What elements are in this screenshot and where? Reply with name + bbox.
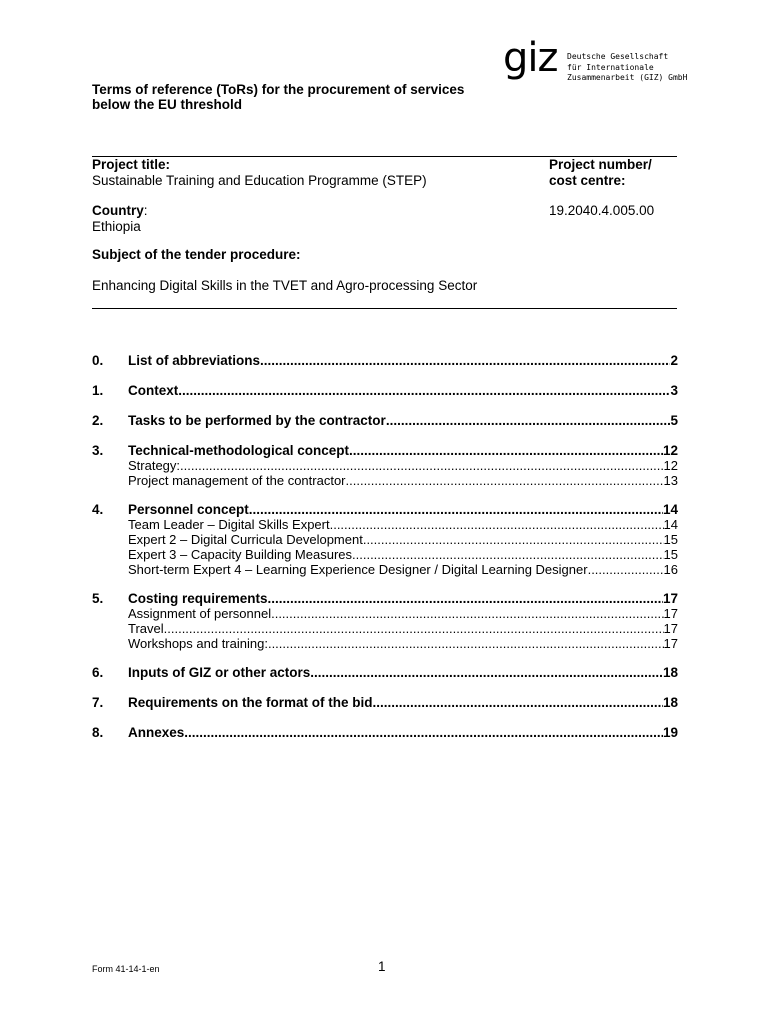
toc-entry-number: 4. (92, 502, 104, 518)
project-number-value: 19.2040.4.005.00 (549, 203, 655, 218)
toc-entry-number: 3. (92, 443, 104, 458)
toc-subentry[interactable] (92, 474, 678, 489)
toc-entry-page: 19 (662, 725, 678, 741)
toc-dot-leader (180, 459, 664, 474)
toc-entry[interactable] (92, 413, 678, 429)
footer-page-number: 1 (378, 959, 386, 974)
toc-subentry-title: Travel (128, 621, 164, 636)
toc-dot-leader (271, 607, 663, 622)
toc-subentry-page: 17 (663, 636, 678, 651)
toc-entry[interactable] (92, 665, 678, 681)
toc-subentry-page: 12 (663, 459, 678, 473)
toc-dot-leader (184, 725, 663, 741)
toc-dot-leader (349, 443, 663, 459)
toc-entry-title: Inputs of GIZ or other actors (128, 665, 311, 681)
toc-section (92, 591, 678, 651)
country-block (92, 203, 148, 234)
project-number-label-line: cost centre: (549, 172, 626, 188)
toc-entry[interactable] (92, 443, 678, 459)
toc-subentry-title: Expert 3 – Capacity Building Measures (128, 547, 353, 562)
toc-entry[interactable] (92, 353, 678, 369)
footer-form-number: Form 41-14-1-en (92, 964, 160, 974)
toc-subentry-title: Short-term Expert 4 – Learning Experience Designer / Digital Learning Designer (128, 562, 588, 577)
giz-logo-text (567, 52, 687, 84)
toc-dot-leader (363, 533, 664, 548)
country-colon: : (143, 203, 148, 218)
document-title-line: below the EU threshold (92, 97, 243, 112)
toc-entry-title: Context (128, 383, 179, 398)
toc-subentry[interactable] (92, 607, 678, 622)
toc-entry-title: List of abbreviations (128, 353, 261, 368)
toc-entry-number: 6. (92, 665, 104, 681)
toc-subentry[interactable] (92, 637, 678, 652)
toc-section (92, 383, 678, 399)
toc-dot-leader (260, 353, 670, 369)
toc-dot-leader (346, 474, 664, 489)
toc-subentry-title: Strategy: (128, 459, 181, 473)
toc-dot-leader (249, 502, 663, 518)
toc-subentry-page: 13 (663, 473, 678, 488)
toc-dot-leader (164, 622, 664, 637)
toc-subentry-title: Project management of the contractor (128, 473, 346, 488)
giz-logo-line: Zusammenarbeit (GIZ) GmbH (567, 73, 688, 82)
toc-section (92, 665, 678, 681)
toc-subentry[interactable] (92, 622, 678, 637)
toc-section (92, 725, 678, 741)
toc-entry-page: 17 (662, 591, 678, 607)
toc-entry-number: 7. (92, 695, 104, 711)
toc-section (92, 413, 678, 429)
toc-entry-title: Costing requirements (128, 591, 268, 607)
toc-subentry-title: Team Leader – Digital Skills Expert (128, 518, 330, 533)
toc-entry[interactable] (92, 695, 678, 711)
toc-dot-leader (588, 563, 664, 578)
toc-section (92, 695, 678, 711)
country-label: Country (92, 203, 144, 218)
toc-entry[interactable] (92, 591, 678, 607)
toc-entry-number: 2. (92, 413, 104, 428)
toc-entry-title: Personnel concept (128, 502, 249, 518)
project-title-value: Sustainable Training and Education Programme (STEP) (92, 172, 427, 188)
toc-subentry-page: 15 (663, 533, 678, 548)
toc-entry-page: 18 (662, 665, 678, 681)
toc-subentry-title: Expert 2 – Digital Curricula Development (128, 533, 363, 548)
project-number-label (549, 157, 652, 188)
toc-section (92, 353, 678, 369)
toc-entry-number: 0. (92, 353, 104, 368)
toc-entry-page: 5 (670, 413, 678, 428)
subject-value: Enhancing Digital Skills in the TVET and Agro-processing Sector (92, 278, 478, 293)
toc-entry-title: Technical-methodological concept (128, 443, 350, 458)
toc-subentry-title: Workshops and training: (128, 636, 268, 651)
header-rule-bottom (92, 308, 677, 309)
toc-dot-leader (268, 591, 663, 607)
toc-section (92, 443, 678, 488)
toc-entry[interactable] (92, 725, 678, 741)
giz-logo-word: giz (503, 35, 558, 81)
toc-entry-number: 8. (92, 725, 104, 741)
toc-dot-leader (373, 695, 663, 711)
country-value: Ethiopia (92, 218, 141, 234)
toc-dot-leader (386, 413, 671, 429)
toc-dot-leader (268, 637, 664, 652)
toc-entry[interactable] (92, 383, 678, 399)
toc-entry-page: 18 (662, 695, 678, 711)
toc-subentry[interactable] (92, 548, 678, 563)
toc-entry-title: Tasks to be performed by the contractor (128, 413, 386, 428)
toc-entry-title: Requirements on the format of the bid (128, 695, 373, 711)
toc-subentry-page: 15 (663, 547, 678, 562)
toc-subentry-page: 17 (663, 607, 678, 622)
toc-entry-number: 1. (92, 383, 104, 398)
toc-entry-number: 5. (92, 591, 104, 607)
toc-subentry[interactable] (92, 563, 678, 578)
toc-entry-page: 2 (670, 353, 678, 368)
toc-entry-page: 14 (662, 502, 678, 518)
table-of-contents (92, 353, 678, 755)
giz-logo-line: für Internationale (567, 62, 654, 72)
toc-dot-leader (178, 383, 670, 399)
toc-entry-title: Annexes (128, 725, 185, 741)
toc-dot-leader (352, 548, 664, 563)
document-title-line: Terms of reference (ToRs) for the procurement of services (92, 82, 465, 97)
toc-dot-leader (310, 665, 663, 681)
toc-subentry-page: 16 (663, 562, 678, 577)
toc-entry[interactable] (92, 502, 678, 518)
toc-subentry-page: 14 (663, 518, 678, 533)
country-label-row (92, 203, 148, 219)
toc-entry-page: 12 (662, 443, 678, 458)
project-title-block (92, 157, 427, 188)
giz-logo (503, 35, 688, 88)
toc-subentry-title: Assignment of personnel (128, 607, 272, 622)
toc-subentry[interactable] (92, 459, 678, 474)
giz-logo-line: Deutsche Gesellschaft (567, 52, 669, 61)
toc-subentry[interactable] (92, 533, 678, 548)
document-title (92, 82, 512, 112)
toc-subentry[interactable] (92, 518, 678, 533)
project-title-label: Project title: (92, 157, 171, 172)
toc-section (92, 502, 678, 577)
project-number-label-line: Project number/ (549, 157, 652, 172)
toc-dot-leader (330, 518, 664, 533)
toc-entry-page: 3 (670, 383, 678, 398)
subject-label: Subject of the tender procedure: (92, 247, 301, 262)
toc-subentry-page: 17 (663, 621, 678, 636)
